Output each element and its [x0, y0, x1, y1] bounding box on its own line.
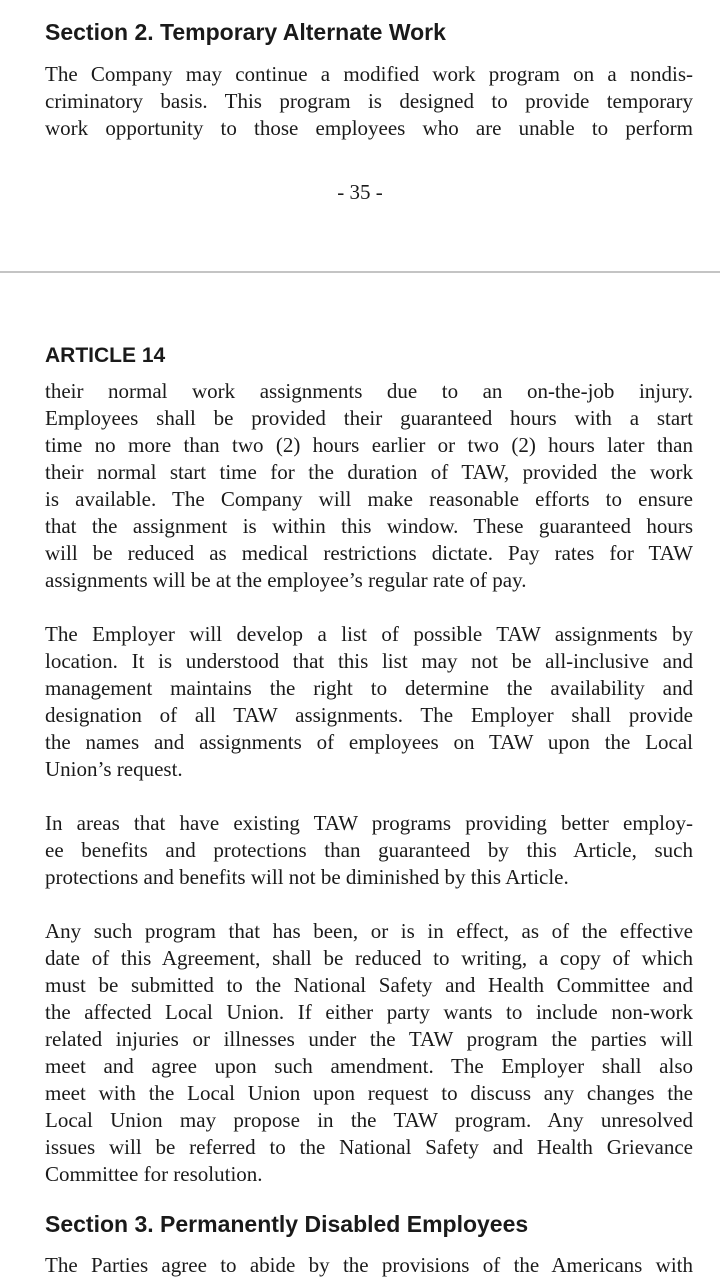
text-line: is available. The Company will make reasonable efforts to ensure	[45, 487, 693, 511]
page-top	[0, 0, 720, 272]
text-line: ee benefits and protections than guaranteed by this Article, such	[45, 838, 693, 862]
text-line: designation of all TAW assignments. The Employer shall provide	[45, 703, 693, 727]
text-line: Committee for resolution.	[45, 1162, 263, 1186]
article-heading: ARTICLE 14	[45, 344, 166, 367]
text-line: their normal work assignments due to an on-the-job injury.	[45, 379, 693, 403]
text-line: the affected Local Union. If either party wants to include non-work	[45, 1000, 693, 1024]
text-line: that the assignment is within this window. These guaranteed hours	[45, 514, 693, 538]
section3-heading: Section 3. Permanently Disabled Employees	[45, 1211, 529, 1237]
text-line: must be submitted to the National Safety and Health Committee and	[45, 973, 693, 997]
section3-paragraph	[45, 1252, 693, 1279]
text-line: Employees shall be provided their guaranteed hours with a start	[45, 406, 693, 430]
text-line: meet with the Local Union upon request to discuss any changes the	[45, 1081, 693, 1105]
paragraph-3	[45, 810, 693, 891]
text-line: meet and agree upon such amendment. The Employer shall also	[45, 1054, 693, 1078]
text-line: the names and assignments of employees on TAW upon the Local	[45, 730, 693, 754]
text-line: Union’s request.	[45, 757, 183, 781]
text-line: related injuries or illnesses under the TAW program the parties will	[45, 1027, 693, 1051]
text-line: protections and benefits will not be diminished by this Article.	[45, 865, 569, 889]
text-line: Local Union may propose in the TAW program. Any unresolved	[45, 1108, 693, 1132]
paragraph-2	[45, 621, 693, 783]
text-line: date of this Agreement, shall be reduced to writing, a copy of which	[45, 946, 693, 970]
paragraph-4	[45, 918, 693, 1188]
text-line: work opportunity to those employees who are unable to perform	[45, 116, 693, 140]
text-line: assignments will be at the employee’s regular rate of pay.	[45, 568, 527, 592]
text-line: The Employer will develop a list of possible TAW assignments by	[45, 622, 693, 646]
text-line: In areas that have existing TAW programs providing better employ-	[45, 811, 693, 835]
section2-paragraph	[45, 61, 693, 142]
page-number: - 35 -	[337, 180, 383, 204]
text-line: issues will be referred to the National Safety and Health Grievance	[45, 1135, 693, 1159]
text-line: criminatory basis. This program is designed to provide temporary	[45, 89, 693, 113]
text-line: time no more than two (2) hours earlier or two (2) hours later than	[45, 433, 693, 457]
paragraph-1	[45, 378, 693, 594]
text-line: The Company may continue a modified work program on a nondis-	[45, 62, 693, 86]
text-line: management maintains the right to determine the availability and	[45, 676, 693, 700]
section2-heading: Section 2. Temporary Alternate Work	[45, 19, 446, 45]
text-line: will be reduced as medical restrictions dictate. Pay rates for TAW	[45, 541, 693, 565]
page-bottom	[0, 273, 720, 1280]
text-line: their normal start time for the duration of TAW, provided the work	[45, 460, 693, 484]
text-line: The Parties agree to abide by the provisions of the Americans with	[45, 1253, 693, 1277]
text-line: Any such program that has been, or is in effect, as of the effective	[45, 919, 693, 943]
text-line: location. It is understood that this list may not be all-inclusive and	[45, 649, 693, 673]
